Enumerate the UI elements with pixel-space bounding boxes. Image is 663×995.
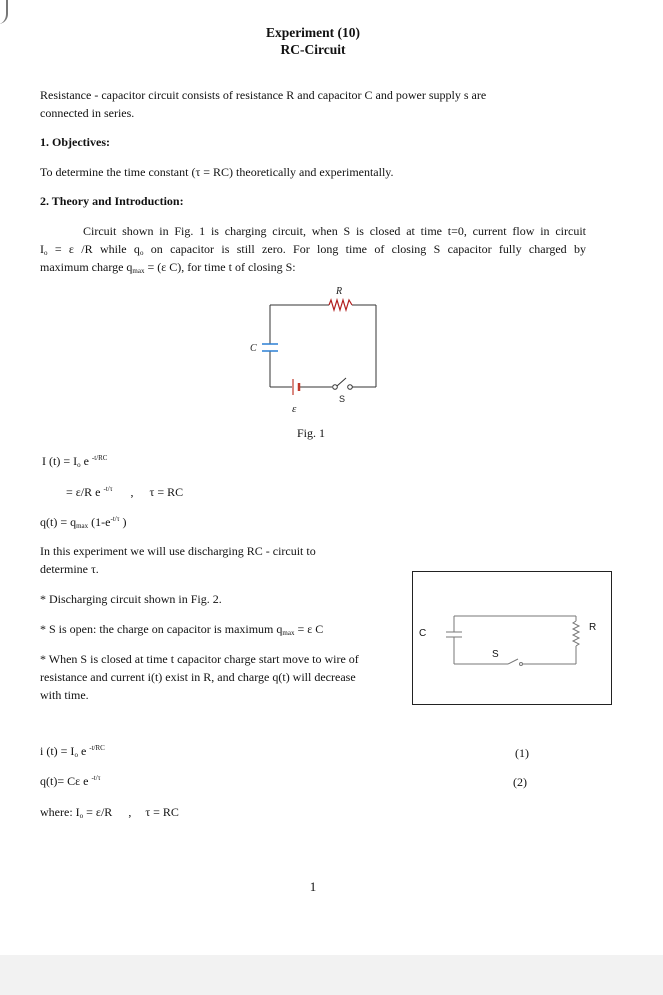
experiment-title: Experiment (10) [265, 25, 361, 40]
intro-line-2: connected in series. [40, 106, 135, 120]
eq-charging-current-alt: = ε/R e $^{-t/\tau}$ , τ = RC [66, 485, 184, 499]
theory-paragraph [40, 222, 586, 276]
discharge-bullet-3: * When S is closed at time t capacitor charge start move to wire of resistance and current i(t) exist in R, and charge q(t) will decrease with time. [40, 652, 359, 702]
fig1-label-E: ε [292, 403, 297, 415]
theory-line-2: $I_o = \varepsilon$ /R while $q_o$ on capacitor is still zero. For long time of closing S capacitor fully charged by [40, 242, 586, 257]
fig2-circuit-drawing [413, 572, 611, 704]
theory-line-1: Circuit shown in Fig. 1 is charging circuit, when S is closed at time t=0, current flow in circuit [83, 224, 586, 238]
fig2-switch-arm [508, 659, 518, 664]
experiment-subtitle: RC-Circuit [280, 42, 346, 57]
fig2-switch-contact [520, 663, 523, 666]
objectives-heading: 1. Objectives: [40, 135, 110, 149]
fig1-label-R: R [336, 286, 343, 297]
discharge-bullet-2: * S is open: the charge on capacitor is maximum $q_{max} = \varepsilon$ C [40, 622, 324, 637]
fig1-switch-contact [348, 385, 353, 390]
eq-2-charge: q(t)= Cε e $^{-t/\tau}$ [40, 774, 101, 788]
fig1-label-C: C [250, 343, 257, 354]
eq-1-current: i $(t) = I_o$ e $^{-t/RC}$ [40, 744, 105, 759]
fig2-label-C: C [419, 628, 427, 639]
eq-1-number: (1) [515, 746, 529, 760]
fig1-charging-circuit [240, 285, 390, 415]
page-corner-mark [0, 0, 8, 24]
eq-charging-charge: $q(t) = q_{max}$ ($1-e^{-t/\tau}$ ) [40, 515, 127, 530]
discharge-line-2: determine τ. [40, 562, 99, 576]
fig2-label-S: S [492, 649, 499, 660]
fig1-label-S: S [339, 394, 346, 404]
fig1-resistor [329, 300, 352, 310]
objectives-text: To determine the time constant (τ = RC) theoretically and experimentally. [40, 165, 394, 179]
eq-2-number: (2) [513, 775, 527, 789]
eq-charging-current: I $(t) = I_o$ e $^{-t/RC}$ [42, 454, 108, 469]
intro-line-1: Resistance - capacitor circuit consists of resistance R and capacitor C and power supply s are [40, 88, 487, 102]
fig2-label-R: R [589, 622, 597, 633]
theory-heading: 2. Theory and Introduction: [40, 194, 184, 208]
page-bottom-band [0, 955, 663, 995]
eq-where-clause: where: $I_o = \varepsilon/R$ , τ = RC [40, 805, 179, 820]
discharge-line-1: In this experiment we will use discharging RC - circuit to [40, 544, 316, 558]
discharge-bullet-1: * Discharging circuit shown in Fig. 2. [40, 592, 222, 606]
fig1-switch-arm [337, 378, 346, 386]
theory-line-3: maximum charge $q_{max} = (\varepsilon$ C), for time t of closing S: [40, 260, 296, 275]
page-number: 1 [309, 879, 317, 894]
fig1-caption: Fig. 1 [297, 426, 326, 440]
discharge-intro [40, 542, 400, 578]
fig2-discharging-circuit [412, 571, 612, 705]
fig1-switch-contact [333, 385, 338, 390]
intro-paragraph [40, 86, 600, 122]
fig2-resistor [573, 621, 579, 646]
